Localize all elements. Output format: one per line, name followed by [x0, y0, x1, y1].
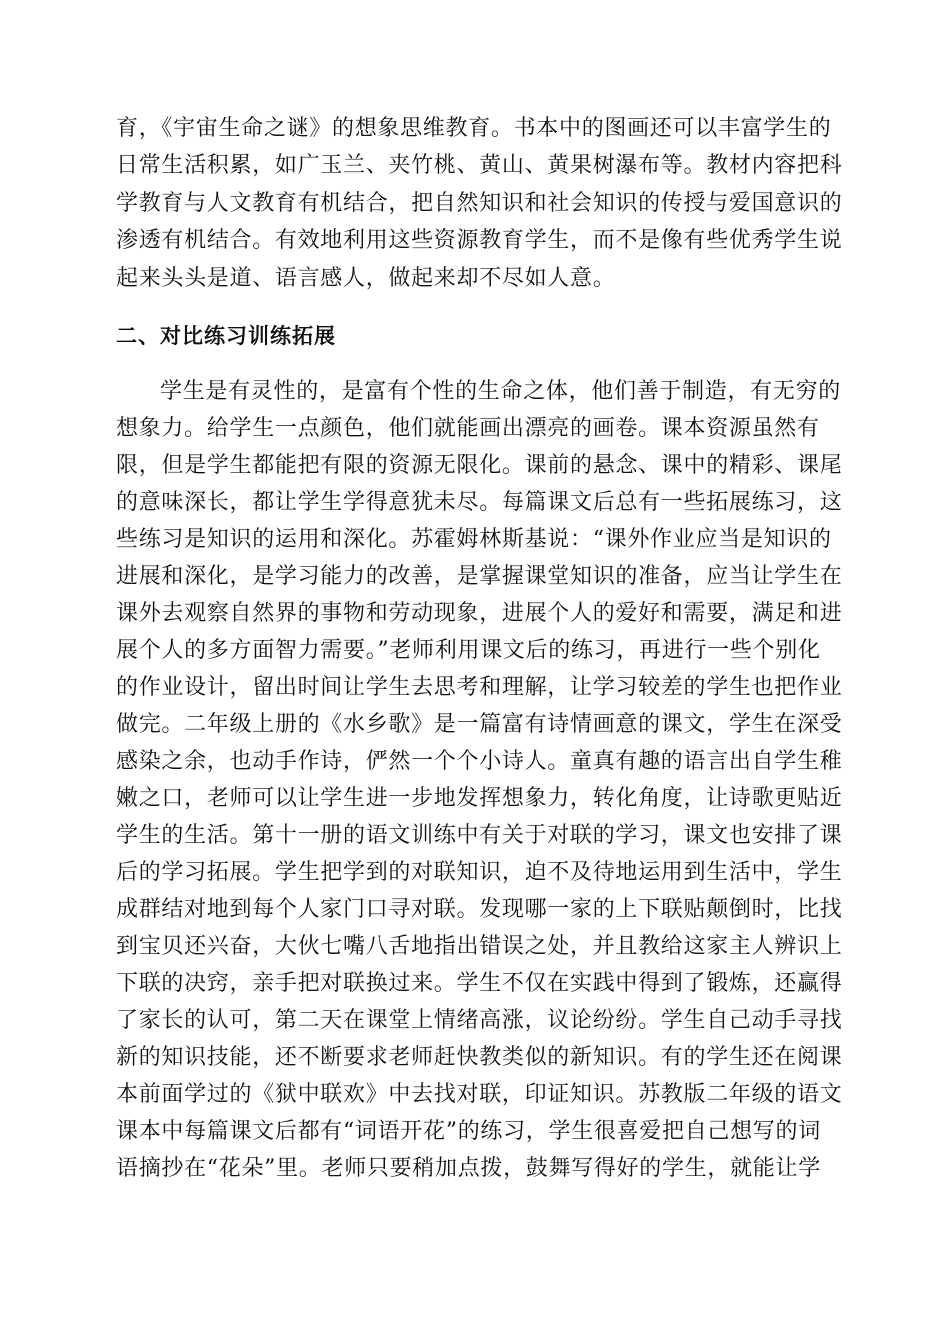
paragraph-line: 了家长的认可，第二天在课堂上情绪高涨，议论纷纷。学生自己动手寻找	[116, 1008, 843, 1033]
paragraph-line: 成群结对地到每个人家门口寻对联。发现哪一家的上下联贴颠倒时，比找	[116, 897, 843, 922]
paragraph-line: 感染之余，也动手作诗，俨然一个个小诗人。童真有趣的语言出自学生稚	[116, 749, 843, 774]
paragraph-line: 的意味深长，都让学生学得意犹未尽。每篇课文后总有一些拓展练习，这	[116, 490, 843, 515]
paragraph-line: 下联的决窍，亲手把对联换过来。学生不仅在实践中得到了锻炼，还赢得	[116, 971, 843, 996]
paragraph-line: 学生的生活。第十一册的语文训练中有关于对联的学习，课文也安排了课	[116, 823, 843, 848]
paragraph-line: 展个人的多方面智力需要。”老师利用课文后的练习，再进行一些个别化	[116, 638, 821, 663]
paragraph-line: 新的知识技能，还不断要求老师赶快教类似的新知识。有的学生还在阅课	[116, 1045, 843, 1070]
paragraph-line: 的作业设计，留出时间让学生去思考和理解，让学习较差的学生也把作业	[116, 675, 843, 700]
paragraph-line: 课外去观察自然界的事物和劳动现象，进展个人的爱好和需要，满足和进	[116, 601, 843, 626]
paragraph-line: 日常生活积累，如广玉兰、夹竹桃、黄山、黄果树瀑布等。教材内容把科	[116, 153, 843, 178]
paragraph-line: 渗透有机结合。有效地利用这些资源教育学生，而不是像有些优秀学生说	[116, 228, 843, 253]
paragraph-line: 进展和深化，是学习能力的改善，是掌握课堂知识的准备，应当让学生在	[116, 564, 843, 589]
paragraph-line: 学教育与人文教育有机结合，把自然知识和社会知识的传授与爱国意识的	[116, 191, 843, 216]
paragraph-line: 想象力。给学生一点颜色，他们就能画出漂亮的画卷。课本资源虽然有	[116, 416, 820, 441]
paragraph-line: 本前面学过的《狱中联欢》中去找对联，印证知识。苏教版二年级的语文	[116, 1082, 843, 1107]
paragraph-line: 到宝贝还兴奋，大伙七嘴八舌地指出错误之处，并且教给这家主人辨识上	[116, 934, 843, 959]
paragraph-line: 学生是有灵性的，是富有个性的生命之体，他们善于制造，有无穷的	[160, 379, 842, 404]
paragraph-line: 做完。二年级上册的《水乡歌》是一篇富有诗情画意的课文，学生在深受	[116, 712, 843, 737]
paragraph-line: 育，《宇宙生命之谜》的想象思维教育。书本中的图画还可以丰富学生的	[116, 116, 832, 141]
paragraph-line: 限，但是学生都能把有限的资源无限化。课前的悬念、课中的精彩、课尾	[116, 453, 843, 478]
paragraph-line: 些练习是知识的运用和深化。苏霍姆林斯基说：“课外作业应当是知识的	[116, 527, 832, 552]
paragraph-line: 嫩之口，老师可以让学生进一步地发挥想象力，转化角度，让诗歌更贴近	[116, 786, 843, 811]
paragraph-line: 语摘抄在“花朵”里。老师只要稍加点拨，鼓舞写得好的学生，就能让学	[116, 1156, 821, 1181]
paragraph-line: 课本中每篇课文后都有“词语开花”的练习，学生很喜爱把自己想写的词	[116, 1119, 821, 1144]
paragraph-line: 起来头头是道、语言感人，做起来却不尽如人意。	[116, 266, 616, 291]
paragraph-line: 后的学习拓展。学生把学到的对联知识，迫不及待地运用到生活中，学生	[116, 860, 843, 885]
section-heading: 二、对比练习训练拓展	[116, 324, 336, 348]
